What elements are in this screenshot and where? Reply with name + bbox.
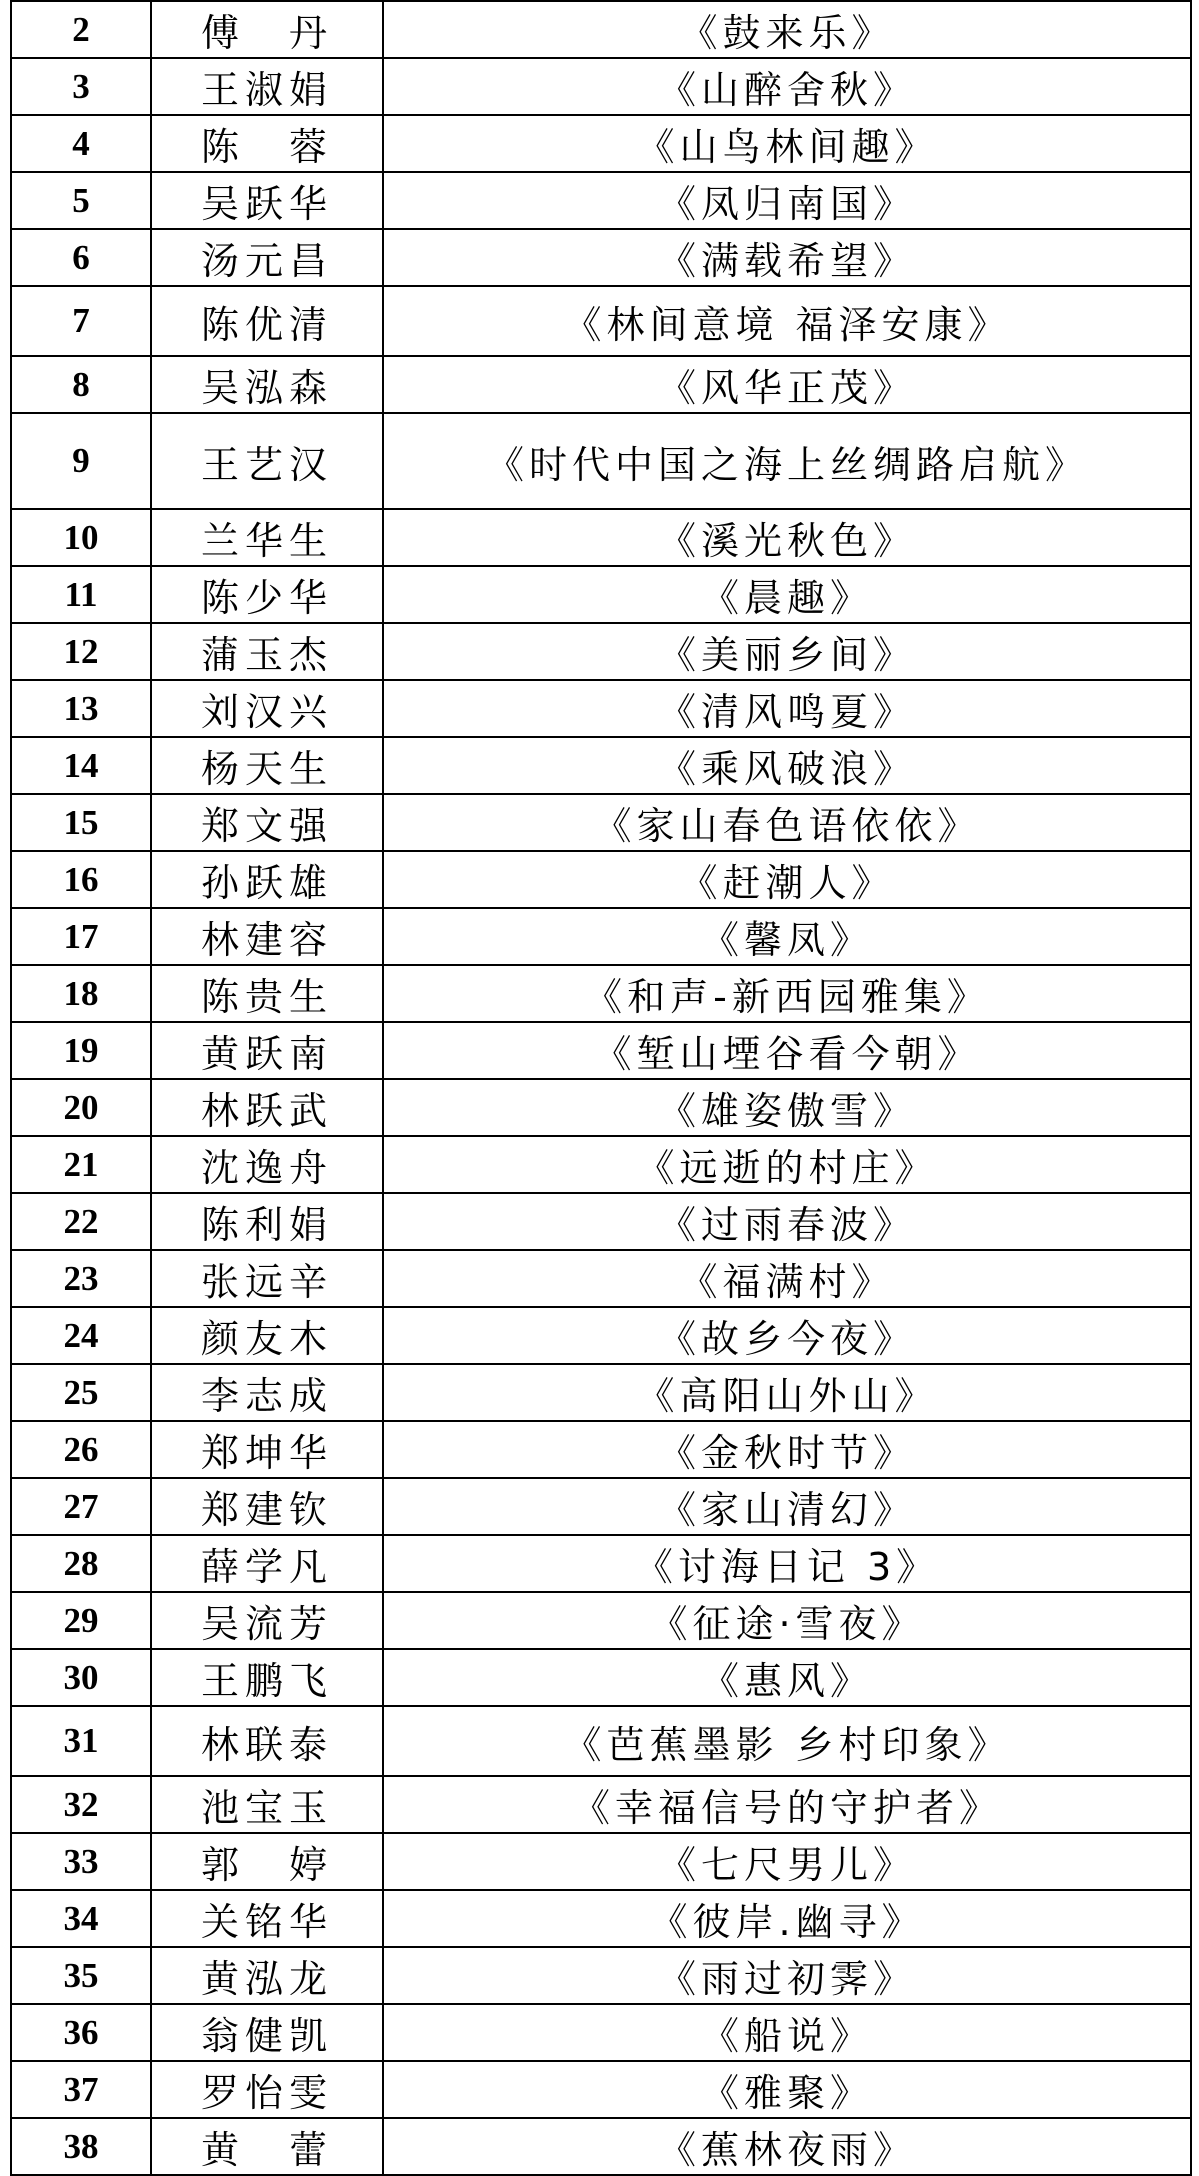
artwork-title: 《溪光秋色》 [383, 509, 1191, 566]
artist-name: 黄泓龙 [151, 1947, 383, 2004]
artwork-title: 《堑山堙谷看今朝》 [383, 1022, 1191, 1079]
artist-name: 陈贵生 [151, 965, 383, 1022]
table-row [11, 1250, 1191, 1307]
table-row [11, 1706, 1191, 1776]
table-row [11, 737, 1191, 794]
artwork-title: 《远逝的村庄》 [383, 1136, 1191, 1193]
artist-name: 傅 丹 [151, 1, 383, 58]
table-row [11, 1890, 1191, 1947]
artist-name: 刘汉兴 [151, 680, 383, 737]
table-row [11, 356, 1191, 413]
entry-number: 4 [11, 115, 151, 172]
artist-name: 薛学凡 [151, 1535, 383, 1592]
table-row [11, 172, 1191, 229]
table-row [11, 1022, 1191, 1079]
artist-name: 汤元昌 [151, 229, 383, 286]
entry-number: 5 [11, 172, 151, 229]
entry-number: 28 [11, 1535, 151, 1592]
artwork-title: 《晨趣》 [383, 566, 1191, 623]
entry-number: 36 [11, 2004, 151, 2061]
artwork-title: 《鼓来乐》 [383, 1, 1191, 58]
table-row [11, 509, 1191, 566]
artist-name: 郑坤华 [151, 1421, 383, 1478]
artist-name: 陈 蓉 [151, 115, 383, 172]
artwork-title: 《故乡今夜》 [383, 1307, 1191, 1364]
artwork-title: 《满载希望》 [383, 229, 1191, 286]
entry-number: 20 [11, 1079, 151, 1136]
table-row [11, 1421, 1191, 1478]
artist-name: 陈少华 [151, 566, 383, 623]
artist-name: 林联泰 [151, 1706, 383, 1776]
entry-number: 7 [11, 286, 151, 356]
artist-name: 黄 蕾 [151, 2118, 383, 2175]
entry-number: 35 [11, 1947, 151, 2004]
artist-name: 郭 婷 [151, 1833, 383, 1890]
table-row [11, 680, 1191, 737]
artwork-title: 《蕉林夜雨》 [383, 2118, 1191, 2175]
artwork-title: 《和声-新西园雅集》 [383, 965, 1191, 1022]
table-row [11, 1136, 1191, 1193]
entry-number: 30 [11, 1649, 151, 1706]
artwork-title: 《征途·雪夜》 [383, 1592, 1191, 1649]
artwork-title: 《幸福信号的守护者》 [383, 1776, 1191, 1833]
entry-number: 13 [11, 680, 151, 737]
artist-name: 沈逸舟 [151, 1136, 383, 1193]
table-row [11, 908, 1191, 965]
entry-number: 14 [11, 737, 151, 794]
table-row [11, 1193, 1191, 1250]
artwork-title: 《高阳山外山》 [383, 1364, 1191, 1421]
artist-name: 林建容 [151, 908, 383, 965]
entry-number: 8 [11, 356, 151, 413]
entry-number: 18 [11, 965, 151, 1022]
entry-number: 12 [11, 623, 151, 680]
artwork-title: 《山醉舍秋》 [383, 58, 1191, 115]
entry-number: 26 [11, 1421, 151, 1478]
artwork-title: 《讨海日记 3》 [383, 1535, 1191, 1592]
artist-name: 吴流芳 [151, 1592, 383, 1649]
table-row [11, 1649, 1191, 1706]
artist-name: 关铭华 [151, 1890, 383, 1947]
table-row [11, 1307, 1191, 1364]
artwork-title: 《清风鸣夏》 [383, 680, 1191, 737]
table-row [11, 1079, 1191, 1136]
artwork-title: 《彼岸.幽寻》 [383, 1890, 1191, 1947]
entry-number: 11 [11, 566, 151, 623]
entry-number: 32 [11, 1776, 151, 1833]
entry-number: 33 [11, 1833, 151, 1890]
table-row [11, 229, 1191, 286]
artwork-title: 《馨凤》 [383, 908, 1191, 965]
artwork-title: 《七尺男儿》 [383, 1833, 1191, 1890]
table-row [11, 286, 1191, 356]
artist-name: 张远辛 [151, 1250, 383, 1307]
entry-number: 29 [11, 1592, 151, 1649]
table-row [11, 2061, 1191, 2118]
table-row [11, 413, 1191, 509]
entry-number: 21 [11, 1136, 151, 1193]
artist-name: 杨天生 [151, 737, 383, 794]
artist-name: 蒲玉杰 [151, 623, 383, 680]
entry-number: 6 [11, 229, 151, 286]
artist-name: 吴泓森 [151, 356, 383, 413]
entry-number: 27 [11, 1478, 151, 1535]
entry-number: 10 [11, 509, 151, 566]
artist-name: 王艺汉 [151, 413, 383, 509]
artist-name: 翁健凯 [151, 2004, 383, 2061]
artist-name: 郑建钦 [151, 1478, 383, 1535]
artwork-title: 《雄姿傲雪》 [383, 1079, 1191, 1136]
entry-number: 24 [11, 1307, 151, 1364]
roster-table-body [11, 1, 1191, 2175]
artist-name: 陈优清 [151, 286, 383, 356]
artist-name: 王淑娟 [151, 58, 383, 115]
entry-number: 16 [11, 851, 151, 908]
entry-number: 2 [11, 1, 151, 58]
artist-name: 罗怡雯 [151, 2061, 383, 2118]
table-row [11, 1364, 1191, 1421]
table-row [11, 2004, 1191, 2061]
entry-number: 34 [11, 1890, 151, 1947]
table-row [11, 851, 1191, 908]
table-row [11, 1947, 1191, 2004]
table-row [11, 965, 1191, 1022]
artwork-title: 《金秋时节》 [383, 1421, 1191, 1478]
artwork-title: 《乘风破浪》 [383, 737, 1191, 794]
artwork-title: 《雅聚》 [383, 2061, 1191, 2118]
table-row [11, 115, 1191, 172]
artist-name: 王鹏飞 [151, 1649, 383, 1706]
artwork-title: 《芭蕉墨影 乡村印象》 [383, 1706, 1191, 1776]
entry-number: 19 [11, 1022, 151, 1079]
artist-name: 黄跃南 [151, 1022, 383, 1079]
roster-table-container [10, 0, 1192, 2176]
artist-name: 兰华生 [151, 509, 383, 566]
entry-number: 38 [11, 2118, 151, 2175]
entry-number: 23 [11, 1250, 151, 1307]
artist-name: 吴跃华 [151, 172, 383, 229]
table-row [11, 794, 1191, 851]
entry-number: 25 [11, 1364, 151, 1421]
entry-number: 31 [11, 1706, 151, 1776]
table-row [11, 2118, 1191, 2175]
table-row [11, 1478, 1191, 1535]
entry-number: 3 [11, 58, 151, 115]
table-row [11, 623, 1191, 680]
artwork-title: 《福满村》 [383, 1250, 1191, 1307]
artist-name: 孙跃雄 [151, 851, 383, 908]
artwork-title: 《家山清幻》 [383, 1478, 1191, 1535]
artwork-title: 《林间意境 福泽安康》 [383, 286, 1191, 356]
artist-name: 陈利娟 [151, 1193, 383, 1250]
artist-name: 颜友木 [151, 1307, 383, 1364]
table-row [11, 1592, 1191, 1649]
artist-name: 李志成 [151, 1364, 383, 1421]
artwork-title: 《家山春色语依依》 [383, 794, 1191, 851]
artwork-title: 《山鸟林间趣》 [383, 115, 1191, 172]
entry-number: 37 [11, 2061, 151, 2118]
table-row [11, 1833, 1191, 1890]
table-row [11, 1776, 1191, 1833]
artwork-title: 《美丽乡间》 [383, 623, 1191, 680]
roster-table [10, 0, 1192, 2176]
artist-name: 林跃武 [151, 1079, 383, 1136]
table-row [11, 566, 1191, 623]
entry-number: 22 [11, 1193, 151, 1250]
artist-name: 郑文强 [151, 794, 383, 851]
artwork-title: 《凤归南国》 [383, 172, 1191, 229]
entry-number: 9 [11, 413, 151, 509]
artwork-title: 《时代中国之海上丝绸路启航》 [383, 413, 1191, 509]
artwork-title: 《过雨春波》 [383, 1193, 1191, 1250]
artwork-title: 《船说》 [383, 2004, 1191, 2061]
table-row [11, 1535, 1191, 1592]
table-row [11, 58, 1191, 115]
artwork-title: 《惠风》 [383, 1649, 1191, 1706]
table-row [11, 1, 1191, 58]
artwork-title: 《赶潮人》 [383, 851, 1191, 908]
artwork-title: 《风华正茂》 [383, 356, 1191, 413]
artwork-title: 《雨过初霁》 [383, 1947, 1191, 2004]
artist-name: 池宝玉 [151, 1776, 383, 1833]
entry-number: 15 [11, 794, 151, 851]
entry-number: 17 [11, 908, 151, 965]
